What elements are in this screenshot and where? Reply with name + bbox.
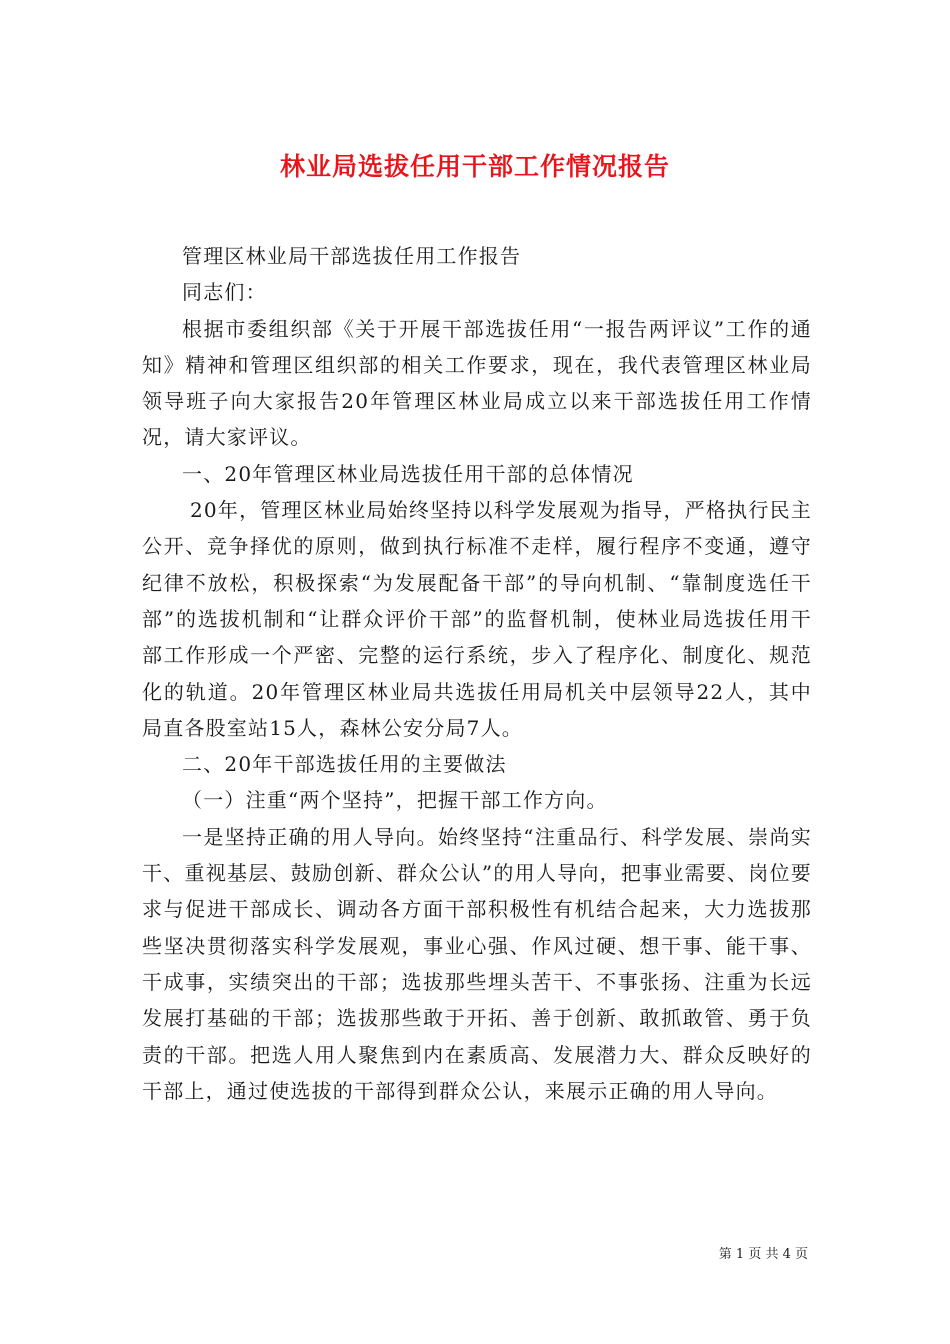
subsection-heading-1: （一）注重“两个坚持”，把握干部工作方向。 (182, 788, 608, 813)
report-subtitle: 管理区林业局干部选拔任用工作报告 (182, 244, 522, 268)
intro-paragraph: 根据市委组织部《关于开展干部选拔任用“一报告两评议”工作的通知》精神和管理区组织部的相关工作要求，现在，我代表管理区林业局领导班子向大家报告20年管理区林业局成立以来干部选拔任用工作情况，请大家评议。 (142, 316, 812, 450)
document-body (142, 238, 812, 1109)
section-heading-1: 一、20年管理区林业局选拔任用干部的总体情况 (182, 461, 634, 486)
section-heading-2: 二、20年干部选拔任用的主要做法 (182, 752, 507, 777)
page-number: 第 1 页 共 4 页 (718, 1247, 808, 1262)
document-title: 林业局选拔任用干部工作情况报告 (279, 151, 670, 181)
subsection-1-paragraph: 一是坚持正确的用人导向。始终坚持“注重品行、科学发展、崇尚实干、重视基层、鼓励创新、群众公认”的用人导向，把事业需要、岗位要求与促进干部成长、调动各方面干部积极性有机结合起来，大力选拔那些坚决贯彻落实科学发展观，事业心强、作风过硬、想干事、能干事、干成事，实绩突出的干部；选拔那些埋头苦干、不事张扬、注重为长远发展打基础的干部；选拔那些敢于开拓、善于创新、敢抓敢管、勇于负责的干部。把选人用人聚焦到内在素质高、发展潜力大、群众反映好的干部上，通过使选拔的干部得到群众公认，来展示正确的用人导向。 (142, 824, 812, 1103)
salutation: 同志们： (182, 280, 267, 305)
section-1-paragraph: 20年，管理区林业局始终坚持以科学发展观为指导，严格执行民主公开、竞争择优的原则，做到执行标准不走样，履行程序不变通，遵守纪律不放松，积极探索“为发展配备干部”的导向机制、“靠制度选任干部”的选拔机制和“让群众评价干部”的监督机制，使林业局选拔任用干部工作形成一个严密、完整的运行系统，步入了程序化、制度化、规范化的轨道。20年管理区林业局共选拔任用局机关中层领导22人，其中局直各股室站15人，森林公安分局7人。 (142, 498, 812, 740)
